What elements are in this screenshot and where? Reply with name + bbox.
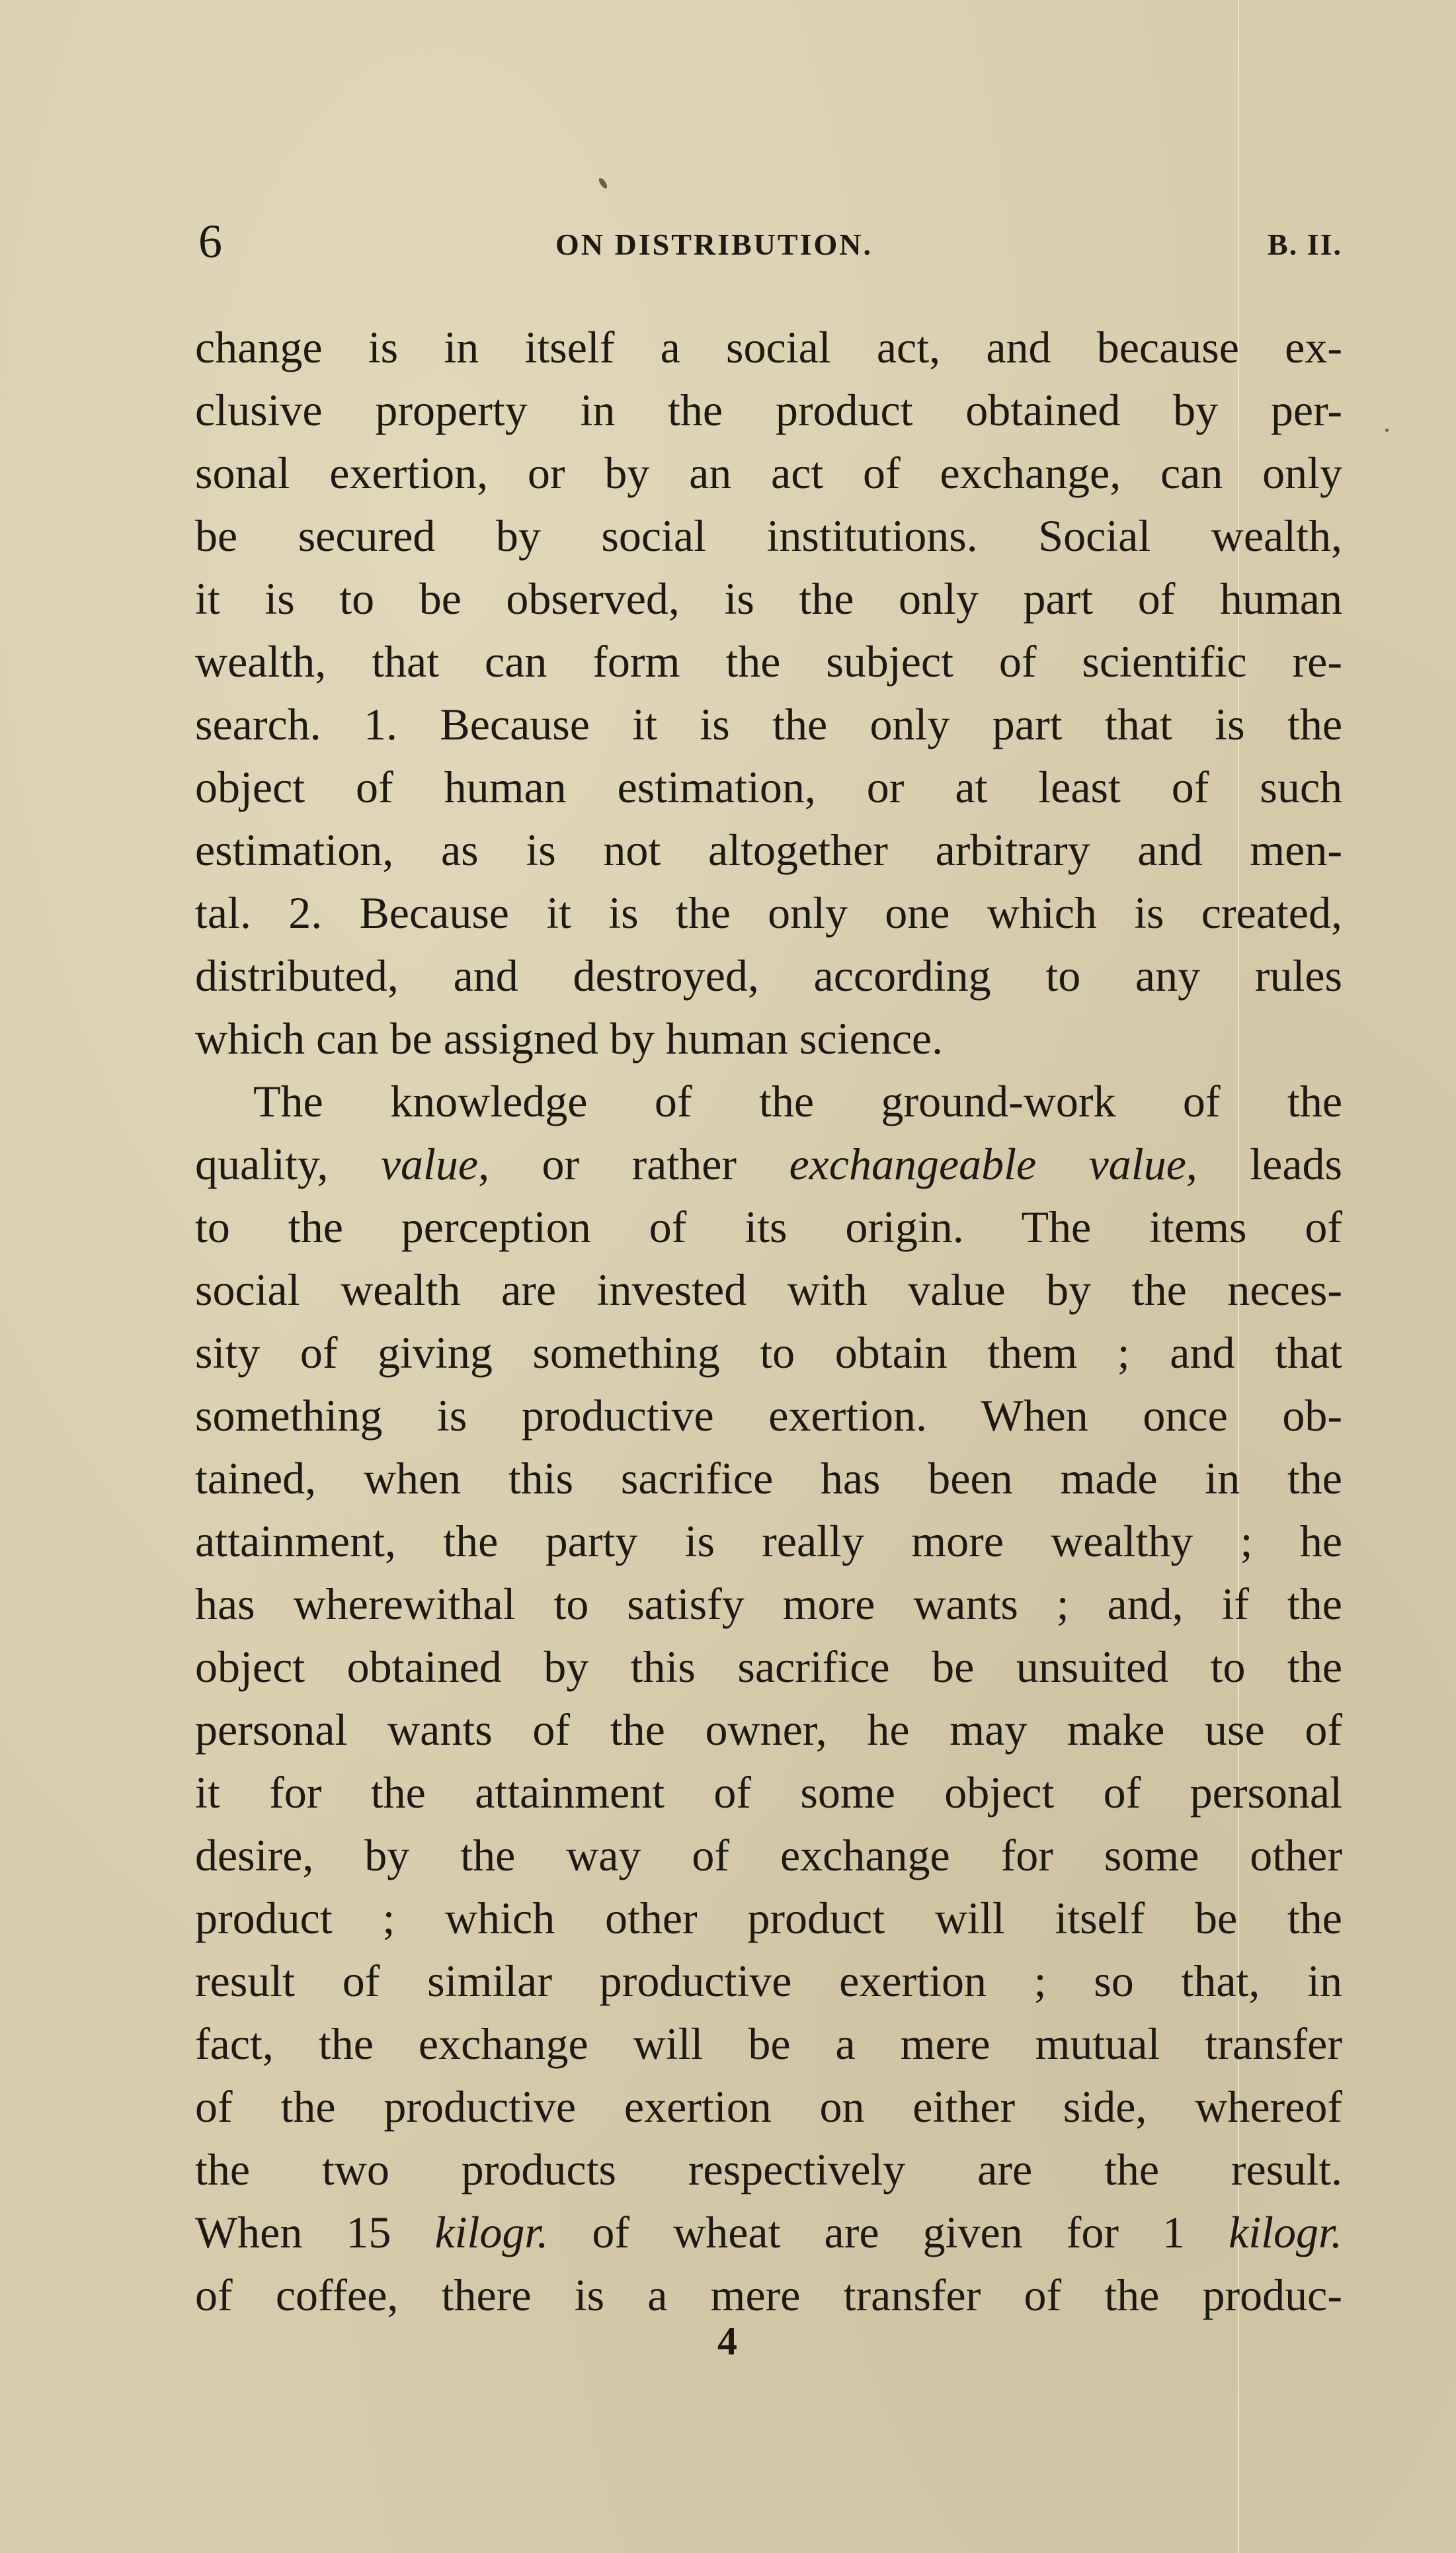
text-line: of coffee, there is a mere transfer of the produc- — [195, 2270, 1342, 2320]
body-text — [195, 316, 1342, 2327]
text-line: tal. 2. Because it is the only one which is created, — [195, 888, 1342, 938]
text-line: object of human estimation, or at least of such — [195, 762, 1342, 812]
text-line: search. 1. Because it is the only part that is the — [195, 699, 1342, 749]
text-line: wealth, that can form the subject of scientific re- — [195, 636, 1342, 687]
text-line: be secured by social institutions. Social wealth, — [195, 511, 1342, 561]
paragraph-start-line: The knowledge of the ground-work of the — [253, 1076, 1342, 1126]
text-line: distributed, and destroyed, according to any rules — [195, 950, 1342, 1001]
italic-unit: kilogr. — [434, 2207, 549, 2257]
text-line-with-italics — [195, 1133, 1342, 1196]
text-line: it is to be observed, is the only part of human — [195, 573, 1342, 624]
text-line: of the productive exertion on either side, whereof — [195, 2081, 1342, 2132]
running-title: ON DISTRIBUTION. — [555, 228, 873, 261]
signature-mark: 4 — [717, 2320, 737, 2363]
text-line: estimation, as is not altogether arbitrary and men- — [195, 825, 1342, 875]
text-line: attainment, the party is really more wealthy ; he — [195, 1516, 1342, 1566]
text-run: quality, — [195, 1139, 381, 1189]
text-line: social wealth are invested with value by the neces- — [195, 1265, 1342, 1315]
text-line: personal wants of the owner, he may make use of — [195, 1704, 1342, 1755]
text-line: object obtained by this sacrifice be unsuited to the — [195, 1642, 1342, 1692]
text-line: product ; which other product will itself be the — [195, 1893, 1342, 1943]
text-line: result of similar productive exertion ; so that, in — [195, 1956, 1342, 2006]
text-line: clusive property in the product obtained by per- — [195, 385, 1342, 435]
italic-unit: kilogr. — [1229, 2207, 1342, 2257]
text-line: it for the attainment of some object of personal — [195, 1767, 1342, 1818]
paragraph-end-line: which can be assigned by human science. — [195, 1013, 944, 1064]
text-run: of wheat are given for 1 — [548, 2207, 1229, 2257]
italic-term: value — [380, 1139, 479, 1189]
text-run: , leads — [1186, 1139, 1342, 1189]
text-line-with-italics — [195, 2201, 1342, 2264]
page-number: 6 — [198, 215, 222, 268]
paper-speck — [1385, 429, 1389, 432]
text-line: has wherewithal to satisfy more wants ; and, if the — [195, 1579, 1342, 1629]
running-head — [198, 215, 1342, 268]
text-run: When 15 — [195, 2207, 435, 2257]
text-line: something is productive exertion. When once ob- — [195, 1390, 1342, 1441]
text-line: fact, the exchange will be a mere mutual transfer — [195, 2019, 1342, 2069]
text-line: to the perception of its origin. The items of — [195, 1202, 1342, 1252]
text-line: sity of giving something to obtain them ; and that — [195, 1327, 1342, 1378]
text-line: the two products respectively are the result. — [195, 2144, 1342, 2195]
text-run: , or rather — [478, 1139, 789, 1189]
text-line: sonal exertion, or by an act of exchange, can only — [195, 448, 1342, 498]
text-line: desire, by the way of exchange for some other — [195, 1830, 1342, 1880]
paper-speck — [598, 177, 609, 189]
book-marker: B. II. — [1268, 228, 1342, 261]
italic-term: exchangeable value — [789, 1139, 1186, 1189]
text-line: tained, when this sacrifice has been made in the — [195, 1453, 1342, 1503]
text-line: change is in itself a social act, and because ex- — [195, 322, 1342, 372]
